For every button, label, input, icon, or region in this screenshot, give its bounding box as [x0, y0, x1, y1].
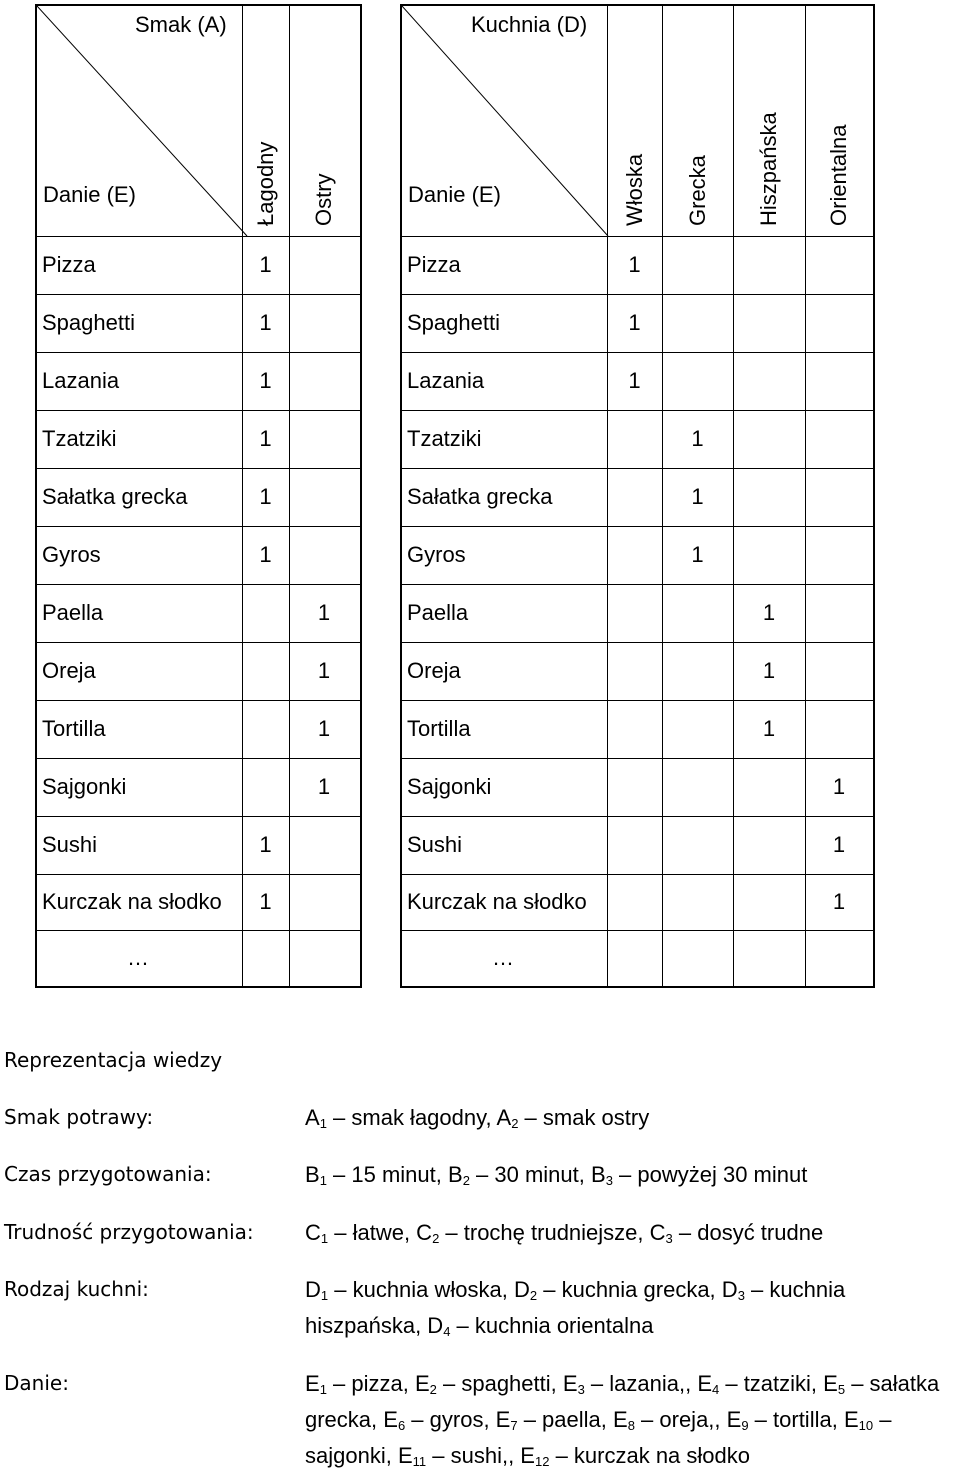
symbol-index: 1: [319, 1116, 327, 1131]
symbol-index: 1: [320, 1288, 329, 1303]
table-row-dish: Oreja: [407, 658, 461, 683]
knowledge-value-line: [305, 1407, 891, 1433]
symbol-index: 7: [510, 1418, 518, 1433]
column-divider: [607, 6, 608, 986]
column-header-0: Włoska: [621, 153, 647, 226]
symbol-letter: D: [514, 1277, 530, 1302]
symbol-index: 1: [320, 1231, 329, 1246]
symbol-letter: E: [383, 1407, 398, 1432]
symbol-index: 6: [397, 1418, 406, 1433]
symbol-description: –: [873, 1407, 892, 1432]
symbol-letter: C: [305, 1220, 321, 1245]
symbol-description: – lazania,,: [584, 1371, 698, 1396]
symbol-letter: C: [416, 1220, 433, 1245]
symbol-letter: E: [823, 1371, 838, 1396]
symbol-index: 2: [462, 1173, 470, 1188]
row-divider: [402, 930, 873, 931]
symbol-index: 1: [319, 1173, 327, 1188]
symbol-description: – tortilla,: [748, 1407, 844, 1432]
symbol-description: – pizza,: [326, 1371, 415, 1396]
symbol-index: 2: [429, 1382, 437, 1397]
table-row-dish: Gyros: [42, 542, 101, 567]
symbol-letter: E: [843, 1407, 859, 1432]
symbol-letter: B: [591, 1162, 606, 1187]
flavor-table-title: Smak (A): [135, 12, 227, 37]
symbol-description: hiszpańska,: [305, 1313, 428, 1338]
table-row-dish: …: [492, 945, 514, 970]
table-cell-value: 1: [832, 889, 846, 914]
table-row-dish: Kurczak na słodko: [42, 889, 222, 914]
symbol-letter: B: [305, 1162, 320, 1187]
column-header-1: Ostry: [311, 173, 336, 226]
table-row-dish: Tortilla: [42, 716, 106, 741]
knowledge-label: Danie:: [4, 1371, 69, 1395]
table-row-dish: Tortilla: [407, 716, 471, 741]
flavor-table: [35, 4, 362, 988]
symbol-letter: A: [496, 1105, 512, 1130]
symbol-index: 5: [837, 1382, 846, 1397]
table-cell-value: 1: [259, 484, 272, 509]
flavor-row-header: Danie (E): [43, 182, 136, 207]
knowledge-value-line: [305, 1313, 653, 1339]
knowledge-label: Rodzaj kuchni:: [4, 1277, 149, 1301]
row-divider: [402, 526, 873, 527]
symbol-letter: E: [562, 1371, 578, 1396]
table-row-dish: Sushi: [407, 832, 463, 857]
table-cell-value: 1: [259, 542, 272, 567]
symbol-index: 2: [432, 1231, 440, 1246]
symbol-description: – 30 minut,: [469, 1162, 591, 1187]
table-cell-value: 1: [259, 426, 272, 451]
symbol-description: – oreja,,: [634, 1407, 727, 1432]
table-row-dish: Paella: [407, 600, 469, 625]
symbol-description: grecka,: [305, 1407, 384, 1432]
symbol-description: – tzatziki,: [719, 1371, 824, 1396]
table-row-dish: Tzatziki: [407, 426, 482, 451]
symbol-index: 2: [511, 1116, 519, 1131]
table-row-dish: …: [127, 945, 149, 970]
table-cell-value: 1: [259, 252, 272, 277]
knowledge-value-line: [305, 1162, 807, 1188]
table-cell-value: 1: [691, 484, 704, 509]
symbol-index: 1: [319, 1382, 327, 1397]
column-header-0: Łagodny: [252, 141, 278, 226]
symbol-description: – kuchnia grecka,: [537, 1277, 722, 1302]
knowledge-label: Smak potrawy:: [4, 1105, 154, 1129]
symbol-description: – sałatka: [845, 1371, 940, 1396]
table-cell-value: 1: [317, 658, 331, 683]
table-cell-value: 1: [259, 310, 272, 335]
symbol-description: – kuchnia włoska,: [328, 1277, 514, 1302]
table-row-dish: Spaghetti: [407, 310, 500, 335]
cuisine-table-title: Kuchnia (D): [471, 12, 588, 37]
table-cell-value: 1: [317, 774, 331, 799]
symbol-description: – smak łagodny,: [326, 1105, 497, 1130]
table-cell-value: 1: [259, 832, 272, 857]
symbol-index: 8: [627, 1418, 635, 1433]
table-row-dish: Sajgonki: [42, 774, 127, 799]
table-cell-value: 1: [691, 426, 704, 451]
symbol-index: 12: [534, 1454, 550, 1469]
symbol-letter: E: [697, 1371, 712, 1396]
symbol-description: – łatwe,: [328, 1220, 417, 1245]
symbol-description: – spaghetti,: [436, 1371, 563, 1396]
symbol-description: – sushi,,: [426, 1443, 521, 1468]
symbol-index: 10: [858, 1418, 874, 1433]
table-row-dish: Spaghetti: [42, 310, 135, 335]
column-header-3: Orientalna: [826, 124, 851, 226]
table-row-dish: Sałatka grecka: [407, 484, 553, 509]
symbol-letter: E: [520, 1443, 535, 1468]
symbol-letter: B: [448, 1162, 463, 1187]
table-cell-value: 1: [259, 368, 272, 393]
symbol-letter: A: [305, 1105, 320, 1130]
knowledge-label: Czas przygotowania:: [4, 1162, 212, 1186]
table-cell-value: 1: [832, 774, 846, 799]
knowledge-value-line: [305, 1220, 823, 1246]
symbol-description: sajgonki,: [305, 1443, 398, 1468]
symbol-description: – dosyć trudne: [672, 1220, 824, 1245]
symbol-description: – smak ostry: [518, 1105, 650, 1130]
cuisine-table: [400, 4, 875, 988]
table-row-dish: Sajgonki: [407, 774, 492, 799]
row-divider: [37, 930, 360, 931]
column-divider: [289, 6, 290, 986]
symbol-description: – kurczak na słodko: [549, 1443, 750, 1468]
table-cell-value: 1: [832, 832, 846, 857]
table-row-dish: Kurczak na słodko: [407, 889, 587, 914]
knowledge-label: Trudność przygotowania:: [4, 1220, 254, 1244]
symbol-letter: E: [613, 1407, 628, 1432]
table-cell-value: 1: [762, 716, 776, 741]
knowledge-value-line: [305, 1105, 649, 1131]
symbol-index: 9: [741, 1418, 749, 1433]
table-row-dish: Pizza: [407, 252, 461, 277]
symbol-index: 3: [577, 1382, 585, 1397]
column-header-2: Hiszpańska: [756, 112, 781, 226]
table-row-dish: Pizza: [42, 252, 96, 277]
symbol-index: 2: [529, 1288, 538, 1303]
table-cell-value: 1: [762, 658, 776, 683]
knowledge-value-line: [305, 1443, 750, 1469]
symbol-letter: E: [414, 1371, 430, 1396]
symbol-letter: E: [397, 1443, 413, 1468]
table-row-dish: Gyros: [407, 542, 466, 567]
symbol-description: – gyros,: [405, 1407, 496, 1432]
table-row-dish: Tzatziki: [42, 426, 117, 451]
symbol-index: 4: [712, 1382, 720, 1397]
table-row-dish: Sushi: [42, 832, 98, 857]
symbol-letter: E: [726, 1407, 742, 1432]
symbol-description: – kuchnia orientalna: [450, 1313, 654, 1338]
symbol-description: – trochę trudniejsze,: [439, 1220, 650, 1245]
symbol-index: 3: [605, 1173, 613, 1188]
symbol-description: – kuchnia: [744, 1277, 846, 1302]
table-cell-value: 1: [628, 252, 641, 277]
table-cell-value: 1: [628, 310, 641, 335]
symbol-letter: D: [721, 1277, 738, 1302]
table-row-dish: Oreja: [42, 658, 96, 683]
table-row-dish: Paella: [42, 600, 104, 625]
table-row-dish: Lazania: [42, 368, 120, 393]
column-divider: [733, 6, 734, 986]
table-cell-value: 1: [762, 600, 776, 625]
symbol-letter: E: [305, 1371, 320, 1396]
symbol-letter: C: [649, 1220, 666, 1245]
symbol-letter: D: [305, 1277, 321, 1302]
knowledge-value-line: [305, 1277, 845, 1303]
table-row-dish: Sałatka grecka: [42, 484, 188, 509]
cuisine-row-header: Danie (E): [408, 182, 501, 207]
table-cell-value: 1: [691, 542, 704, 567]
knowledge-value-line: [305, 1371, 939, 1397]
symbol-description: – paella,: [517, 1407, 613, 1432]
symbol-index: 11: [412, 1454, 427, 1469]
symbol-letter: E: [495, 1407, 511, 1432]
symbol-index: 3: [665, 1231, 673, 1246]
table-row-dish: Lazania: [407, 368, 485, 393]
row-divider: [402, 816, 873, 817]
table-cell-value: 1: [317, 716, 331, 741]
symbol-description: – 15 minut,: [326, 1162, 448, 1187]
table-cell-value: 1: [317, 600, 331, 625]
knowledge-heading: Reprezentacja wiedzy: [4, 1048, 223, 1072]
symbol-letter: D: [427, 1313, 444, 1338]
symbol-description: – powyżej 30 minut: [612, 1162, 808, 1187]
column-header-1: Grecka: [684, 155, 710, 226]
symbol-index: 3: [737, 1288, 745, 1303]
table-cell-value: 1: [259, 889, 272, 914]
symbol-index: 4: [443, 1324, 451, 1339]
table-cell-value: 1: [628, 368, 641, 393]
